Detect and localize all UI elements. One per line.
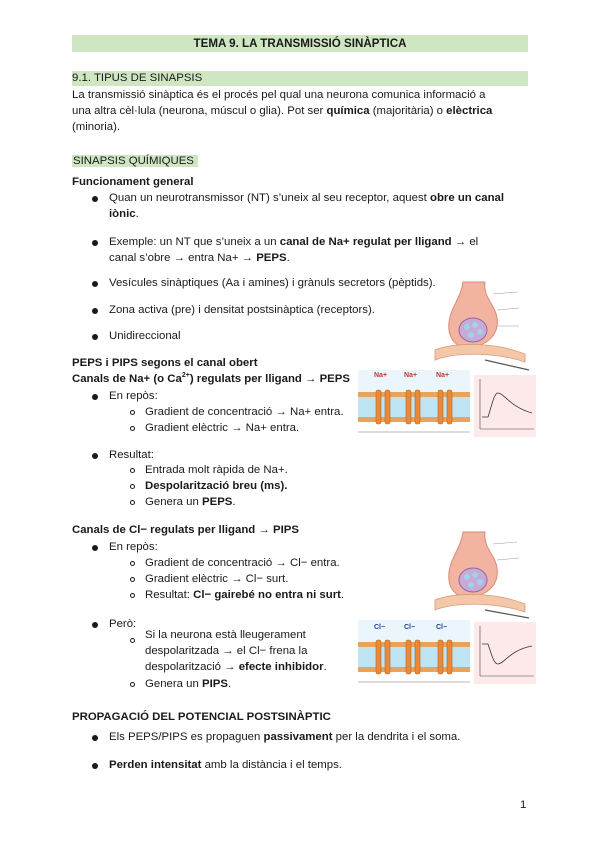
p1-text: Els PEPS/PIPS es propaguen bbox=[109, 731, 264, 743]
resultat2-text: Resultat: bbox=[145, 589, 194, 601]
page-title: TEMA 9. LA TRANSMISSIÓ SINÀPTICA bbox=[72, 35, 528, 52]
bullet-item-unidireccional: Unidireccional bbox=[109, 330, 181, 342]
si-neurona-end: . bbox=[323, 661, 327, 673]
entrada-na: Entrada molt ràpida de Na+. bbox=[145, 464, 288, 476]
pero: Però: bbox=[109, 618, 137, 630]
intro-mid: (majoritària) o bbox=[369, 105, 447, 117]
na-label-3: Na+ bbox=[436, 372, 450, 379]
subsection-title: SINAPSIS QUÍMIQUES bbox=[72, 155, 198, 167]
bullet-item-exemple bbox=[109, 234, 529, 266]
b2-line2: canal s’obre → entra Na+ → bbox=[109, 252, 257, 264]
circle-bullet-icon bbox=[130, 410, 135, 415]
section-heading-text: 9.1. TIPUS DE SINAPSIS bbox=[72, 72, 203, 84]
cl-label-3: Cl− bbox=[436, 624, 448, 631]
genera-peps-text: Genera un bbox=[145, 496, 202, 508]
bullet-item-zona-activa: Zona activa (pre) i densitat postsinàptica (receptors). bbox=[109, 304, 375, 316]
bullet-icon bbox=[92, 196, 98, 202]
bullet-icon bbox=[92, 334, 98, 340]
bullet-icon bbox=[92, 240, 98, 246]
genera-pips bbox=[145, 676, 231, 692]
canals-na-text: Canals de Na+ (o Ca bbox=[72, 373, 182, 385]
p2-end: amb la distància i el temps. bbox=[201, 759, 342, 771]
grad-conc-1: Gradient de concentració → Na+ entra. bbox=[145, 406, 344, 418]
circle-bullet-icon bbox=[130, 500, 135, 505]
propagacio-item-1 bbox=[109, 729, 460, 745]
circle-bullet-icon bbox=[130, 577, 135, 582]
b2-bold: canal de Na+ regulat per lligand bbox=[279, 236, 452, 248]
intro-text: una altra cèl·lula (neurona, múscul o glia). Pot ser bbox=[72, 105, 327, 117]
p1-bold: passivament bbox=[263, 731, 333, 743]
circle-bullet-icon bbox=[130, 561, 135, 566]
bullet-icon bbox=[92, 735, 98, 741]
b2-arrow: → el bbox=[451, 236, 479, 248]
resultat2-end: . bbox=[340, 589, 345, 601]
bullet-item-vesicules: Vesícules sinàptiques (Aa i amines) i grànuls secretors (pèptids). bbox=[109, 277, 436, 289]
propagacio-heading: PROPAGACIÓ DEL POTENCIAL POSTSINÀPTIC bbox=[72, 711, 331, 723]
b1-end: . bbox=[135, 208, 139, 220]
circle-bullet-icon bbox=[130, 426, 135, 431]
grad-elec-2: Gradient elèctric → Cl− surt. bbox=[145, 573, 289, 585]
canals-na-text-2: ) regulats per lligand → PEPS bbox=[189, 373, 350, 385]
intro-line-1: La transmissió sinàptica és el procés pel qual una neurona comunica informació a bbox=[72, 89, 486, 101]
bullet-icon bbox=[92, 453, 98, 459]
bullet-item-nt bbox=[109, 190, 529, 222]
resultat-2 bbox=[145, 587, 344, 603]
resultat2-bold: Cl− gairebé no entra ni surt bbox=[193, 589, 341, 601]
bullet-icon bbox=[92, 545, 98, 551]
intro-line-3: (minoria). bbox=[72, 121, 121, 133]
bullet-icon bbox=[92, 622, 98, 628]
genera-pips-bold: PIPS bbox=[202, 678, 228, 690]
bullet-icon bbox=[92, 281, 98, 287]
en-repos-1: En repòs: bbox=[109, 390, 158, 402]
cl-label-1: Cl− bbox=[374, 624, 386, 631]
section-heading-tipus-sinapsis bbox=[72, 71, 528, 86]
resultat-1: Resultat: bbox=[109, 449, 154, 461]
intro-paragraph bbox=[72, 87, 532, 135]
peps-graph bbox=[474, 375, 536, 437]
genera-peps-bold: PEPS bbox=[202, 496, 233, 508]
p1-end: per la dendrita i el soma. bbox=[332, 731, 461, 743]
genera-pips-text: Genera un bbox=[145, 678, 202, 690]
si-neurona-l2: despolaritzada → el Cl− frena la bbox=[145, 645, 308, 657]
genera-peps-end: . bbox=[232, 496, 236, 508]
canals-cl-heading: Canals de Cl− regulats per lligand → PIPS bbox=[72, 524, 299, 536]
intro-line-2 bbox=[72, 103, 532, 119]
genera-peps bbox=[145, 494, 236, 510]
en-repos-2: En repòs: bbox=[109, 541, 158, 553]
funcionament-heading: Funcionament general bbox=[72, 176, 194, 188]
circle-bullet-icon bbox=[130, 638, 135, 643]
na-label-2: Na+ bbox=[404, 372, 418, 379]
circle-bullet-icon bbox=[130, 484, 135, 489]
electrica-bold: elèctrica bbox=[446, 105, 493, 117]
quimica-bold: química bbox=[326, 105, 370, 117]
b2-peps: PEPS bbox=[256, 252, 287, 264]
bullet-icon bbox=[92, 308, 98, 314]
page-number: 1 bbox=[520, 799, 527, 811]
circle-bullet-icon bbox=[130, 468, 135, 473]
b2-end: . bbox=[286, 252, 290, 264]
circle-bullet-icon bbox=[130, 682, 135, 687]
b1-bold-2: iònic bbox=[109, 208, 136, 220]
efecte-inhibidor: efecte inhibidor bbox=[238, 661, 324, 673]
circle-bullet-icon bbox=[130, 593, 135, 598]
si-neurona-l1: Si la neurona està lleugerament bbox=[145, 629, 306, 641]
si-neurona-l3-text: despolarització → bbox=[145, 661, 239, 673]
subsection-sinapsis-quimiques bbox=[72, 153, 198, 169]
si-neurona bbox=[145, 627, 345, 675]
bullet-icon bbox=[92, 763, 98, 769]
na-label-1: Na+ bbox=[374, 372, 388, 379]
p2-bold: Perden intensitat bbox=[109, 759, 202, 771]
despolaritzacio: Despolarització breu (ms). bbox=[145, 480, 288, 492]
peps-pips-heading: PEPS i PIPS segons el canal obert bbox=[72, 357, 258, 369]
b2-text: Exemple: un NT que s’uneix a un bbox=[109, 236, 280, 248]
bullet-icon bbox=[92, 394, 98, 400]
grad-conc-2: Gradient de concentració → Cl− entra. bbox=[145, 557, 340, 569]
grad-elec-1: Gradient elèctric → Na+ entra. bbox=[145, 422, 300, 434]
canals-na-heading bbox=[72, 371, 350, 387]
b1-text: Quan un neurotransmissor (NT) s’uneix al seu receptor, aquest bbox=[109, 192, 430, 204]
pips-graph bbox=[474, 622, 536, 684]
genera-pips-end: . bbox=[227, 678, 232, 690]
synapse-illustration-peps bbox=[425, 280, 535, 375]
cl-label-2: Cl− bbox=[404, 624, 416, 631]
canals-na-sup: 2+ bbox=[181, 372, 190, 380]
synapse-illustration-pips bbox=[425, 530, 535, 622]
propagacio-item-2 bbox=[109, 757, 342, 773]
si-neurona-l3 bbox=[145, 659, 345, 675]
b1-bold: obre un canal bbox=[430, 192, 505, 204]
